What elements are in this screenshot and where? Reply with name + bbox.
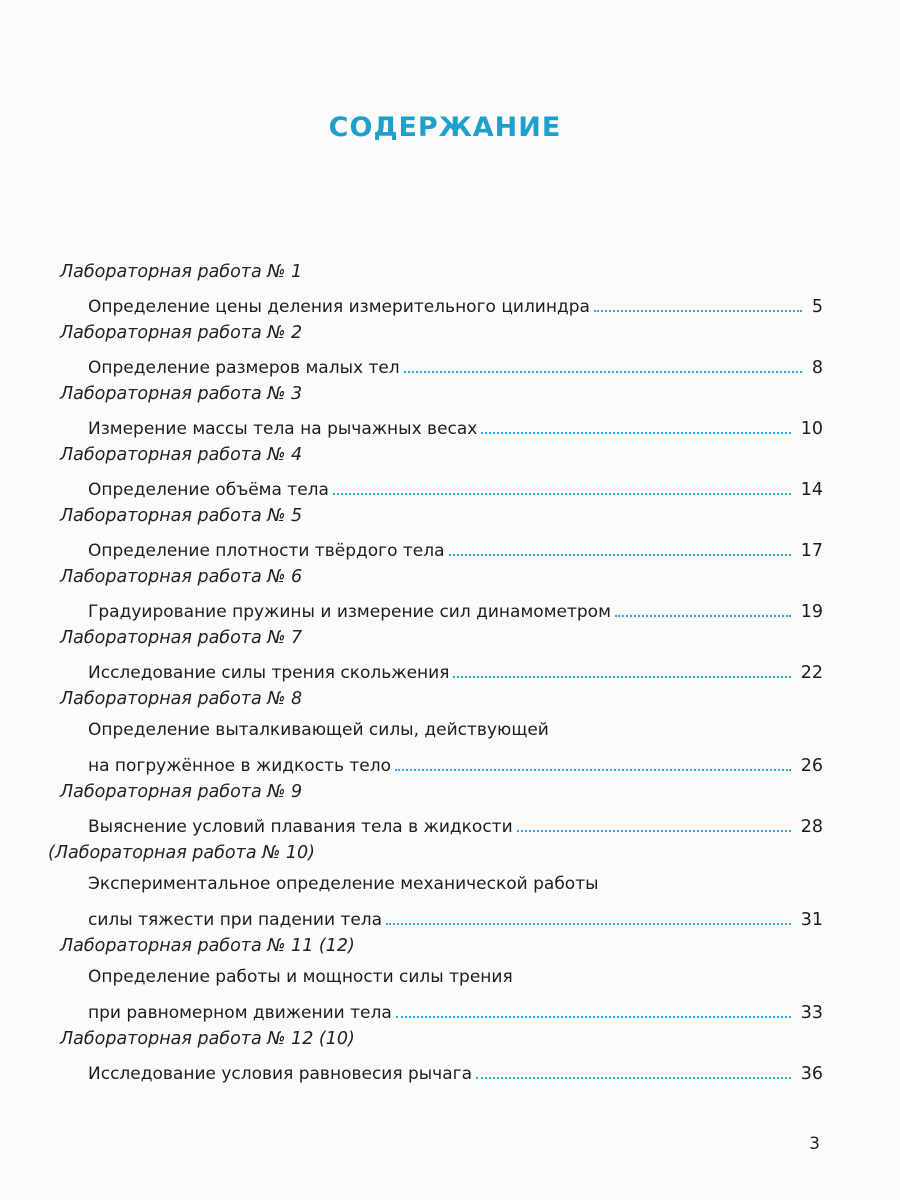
toc-lab-heading: Лабораторная работа № 5 [60,506,303,526]
toc-entry[interactable] [88,1060,823,1084]
toc-entry-title: на погружённое в жидкость тело [88,756,392,776]
toc-lab-heading: Лабораторная работа № 8 [60,689,303,709]
toc-page-number: 26 [800,756,823,776]
toc-entry-title: Измерение массы тела на рычажных весах [88,419,478,439]
toc-lab-heading: Лабораторная работа № 3 [60,384,303,404]
dot-leader [615,615,791,617]
toc-lab-heading: Лабораторная работа № 4 [60,445,303,465]
dot-leader [395,769,791,771]
dot-leader [481,432,790,434]
toc-entry-title: при равномерном движении тела [88,1003,392,1023]
toc-entry-title: Исследование силы трения скольжения [88,663,450,683]
toc-entry[interactable] [88,906,823,930]
toc-page-number: 31 [800,910,823,930]
toc-page-number: 22 [800,663,823,683]
toc-entry-title: Определение объёма тела [88,480,329,500]
dot-leader [517,830,791,832]
toc-entry-title: Определение цены деления измерительного цилиндра [88,297,590,317]
dot-leader [333,493,791,495]
dot-leader [404,371,802,373]
toc-entry-line: Определение выталкивающей силы, действующей [88,720,549,740]
dot-leader [396,1016,791,1018]
toc-lab-heading: Лабораторная работа № 2 [60,323,303,343]
dot-leader [449,554,791,556]
toc-lab-heading: Лабораторная работа № 12 (10) [60,1029,355,1049]
toc-entry[interactable] [88,813,823,837]
toc-entry-title: Градуирование пружины и измерение сил динамометром [88,602,611,622]
toc-page-number: 8 [811,358,823,378]
toc-entry-title: Определение плотности твёрдого тела [88,541,445,561]
toc-entry[interactable] [88,293,823,317]
toc-page-number: 10 [800,419,823,439]
toc-entry[interactable] [88,354,823,378]
toc-page-number: 14 [800,480,823,500]
dot-leader [476,1077,791,1079]
toc-entry-title: Определение размеров малых тел [88,358,400,378]
toc-entry-title: Выяснение условий плавания тела в жидкости [88,817,513,837]
toc-page-number: 5 [811,297,823,317]
toc-entry[interactable] [88,476,823,500]
toc-lab-heading: Лабораторная работа № 11 (12) [60,936,355,956]
toc-lab-heading: Лабораторная работа № 9 [60,782,303,802]
toc-page-number: 33 [800,1003,823,1023]
toc-lab-heading: (Лабораторная работа № 10) [48,843,315,863]
toc-entry[interactable] [88,752,823,776]
toc-entry[interactable] [88,537,823,561]
toc-entry[interactable] [88,999,823,1023]
toc-lab-heading: Лабораторная работа № 7 [60,628,303,648]
toc-entry-title: Исследование условия равновесия рычага [88,1064,472,1084]
toc-entry-line: Экспериментальное определение механической работы [88,874,599,894]
toc-page-number: 28 [800,817,823,837]
toc-entry[interactable] [88,415,823,439]
page-number: 3 [809,1134,820,1154]
toc-page-number: 19 [800,602,823,622]
toc-page-number: 17 [800,541,823,561]
toc-entry[interactable] [88,659,823,683]
toc-page-number: 36 [800,1064,823,1084]
page-title: СОДЕРЖАНИЕ [328,112,562,143]
dot-leader [594,310,802,312]
toc-entry-line: Определение работы и мощности силы трения [88,967,513,987]
dot-leader [453,676,790,678]
dot-leader [386,923,791,925]
toc-entry-title: силы тяжести при падении тела [88,910,383,930]
toc-lab-heading: Лабораторная работа № 1 [60,262,303,282]
toc-lab-heading: Лабораторная работа № 6 [60,567,303,587]
toc-entry[interactable] [88,598,823,622]
